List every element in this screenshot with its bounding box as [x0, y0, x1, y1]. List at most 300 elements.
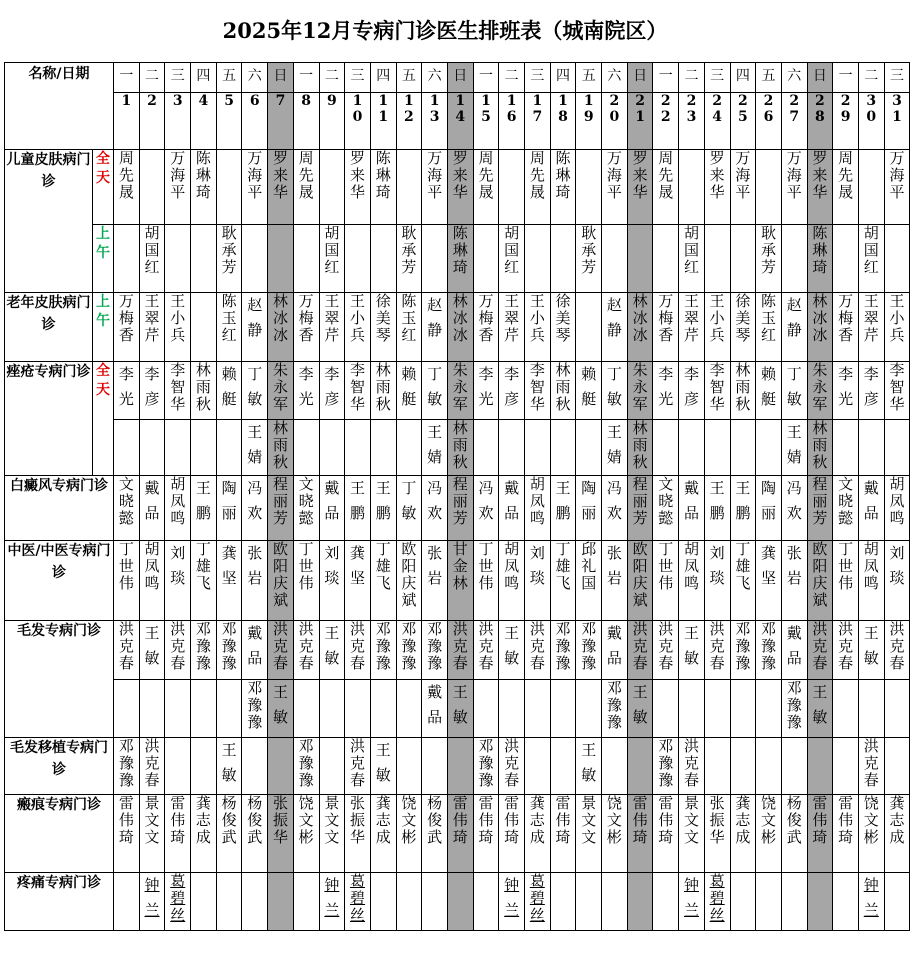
doctor-cell — [653, 420, 679, 476]
doctor-cell: 王 小 兵 — [345, 293, 371, 362]
day-number-cell: 1 8 — [550, 93, 576, 150]
doctor-cell: 李 光 — [293, 362, 319, 420]
doctor-cell: 洪 克 春 — [627, 621, 653, 680]
doctor-cell: 杨 俊 武 — [781, 795, 807, 873]
doctor-cell: 李 彦 — [319, 362, 345, 420]
doctor-cell — [114, 225, 140, 293]
doctor-cell: 张 岩 — [422, 541, 448, 621]
doctor-cell: 王 小 兵 — [165, 293, 191, 362]
doctor-cell: 王 鹏 — [191, 476, 217, 541]
doctor-cell: 洪 克 春 — [473, 621, 499, 680]
day-number-cell: 5 — [216, 93, 242, 150]
doctor-cell: 陈 琳 琦 — [447, 225, 473, 293]
header-day-row — [5, 93, 910, 150]
doctor-cell: 冯 欢 — [473, 476, 499, 541]
doctor-cell: 雷 伟 琦 — [807, 795, 833, 873]
day-number-cell: 3 — [165, 93, 191, 150]
day-number-cell: 2 8 — [807, 93, 833, 150]
doctor-cell: 陈 玉 红 — [756, 293, 782, 362]
doctor-cell: 丁 世 伟 — [114, 541, 140, 621]
doctor-cell: 林 雨 秋 — [370, 362, 396, 420]
doctor-cell: 刘 琰 — [165, 541, 191, 621]
doctor-cell — [627, 225, 653, 293]
doctor-cell: 钟 兰 — [499, 873, 525, 931]
doctor-cell: 赖 艇 — [576, 362, 602, 420]
doctor-cell — [370, 420, 396, 476]
doctor-cell — [396, 420, 422, 476]
day-number-cell: 1 — [114, 93, 140, 150]
doctor-cell — [858, 150, 884, 225]
doctor-cell — [319, 680, 345, 738]
doctor-cell: 林 冰 冰 — [807, 293, 833, 362]
doctor-cell: 钟 兰 — [679, 873, 705, 931]
doctor-cell: 甘 金 林 — [447, 541, 473, 621]
doctor-cell — [833, 420, 859, 476]
doctor-cell — [473, 680, 499, 738]
header-weekday-row — [5, 63, 910, 93]
doctor-cell — [576, 420, 602, 476]
doctor-cell: 万 梅 香 — [293, 293, 319, 362]
doctor-cell: 邓 豫 豫 — [293, 738, 319, 795]
doctor-cell: 程 丽 芳 — [447, 476, 473, 541]
day-number-cell: 1 4 — [447, 93, 473, 150]
doctor-cell — [216, 873, 242, 931]
doctor-cell: 洪 克 春 — [293, 621, 319, 680]
doctor-cell — [499, 680, 525, 738]
doctor-cell — [833, 738, 859, 795]
doctor-cell — [165, 420, 191, 476]
doctor-cell: 龚 志 成 — [884, 795, 910, 873]
doctor-cell: 耿 承 芳 — [756, 225, 782, 293]
doctor-cell: 王 婧 — [242, 420, 268, 476]
day-number-cell: 1 6 — [499, 93, 525, 150]
doctor-cell — [242, 738, 268, 795]
doctor-cell: 王 小 兵 — [704, 293, 730, 362]
weekday-cell: 日 — [447, 63, 473, 93]
doctor-cell: 雷 伟 琦 — [114, 795, 140, 873]
clinic-name: 老年皮肤病门诊 — [5, 293, 93, 362]
schedule-row — [5, 680, 910, 738]
weekday-cell: 六 — [422, 63, 448, 93]
doctor-cell: 戴 品 — [858, 476, 884, 541]
doctor-cell — [370, 225, 396, 293]
doctor-cell: 万 梅 香 — [833, 293, 859, 362]
doctor-cell — [191, 873, 217, 931]
doctor-cell — [781, 225, 807, 293]
doctor-cell: 朱 永 军 — [268, 362, 294, 420]
doctor-cell: 王 婧 — [781, 420, 807, 476]
doctor-cell: 赵 静 — [602, 293, 628, 362]
doctor-cell: 王 敏 — [807, 680, 833, 738]
doctor-cell: 王 婧 — [422, 420, 448, 476]
day-number-cell: 1 0 — [345, 93, 371, 150]
day-number-cell: 1 3 — [422, 93, 448, 150]
day-number-cell: 2 3 — [679, 93, 705, 150]
doctor-cell — [525, 680, 551, 738]
doctor-cell — [268, 225, 294, 293]
doctor-cell: 王 小 兵 — [525, 293, 551, 362]
doctor-cell: 饶 文 彬 — [293, 795, 319, 873]
weekday-cell: 四 — [730, 63, 756, 93]
doctor-cell: 周 先 晟 — [293, 150, 319, 225]
doctor-cell: 文 晓 懿 — [833, 476, 859, 541]
day-number-cell: 2 0 — [602, 93, 628, 150]
doctor-cell: 葛 碧 丝 — [165, 873, 191, 931]
doctor-cell: 邓 豫 豫 — [730, 621, 756, 680]
doctor-cell — [833, 680, 859, 738]
doctor-cell: 洪 克 春 — [858, 738, 884, 795]
doctor-cell — [730, 225, 756, 293]
doctor-cell — [833, 873, 859, 931]
doctor-cell: 钟 兰 — [139, 873, 165, 931]
doctor-cell: 丁 世 伟 — [653, 541, 679, 621]
doctor-cell — [216, 150, 242, 225]
doctor-cell: 冯 欢 — [781, 476, 807, 541]
weekday-cell: 六 — [242, 63, 268, 93]
doctor-cell: 胡 凤 鸣 — [499, 541, 525, 621]
doctor-cell: 陈 琳 琦 — [550, 150, 576, 225]
doctor-cell: 雷 伟 琦 — [833, 795, 859, 873]
doctor-cell: 戴 品 — [319, 476, 345, 541]
doctor-cell — [550, 420, 576, 476]
doctor-cell: 林 雨 秋 — [191, 362, 217, 420]
clinic-name: 毛发专病门诊 — [5, 621, 114, 738]
session-label: 上 午 — [93, 293, 114, 362]
doctor-cell — [396, 873, 422, 931]
doctor-cell — [216, 420, 242, 476]
doctor-cell: 耿 承 芳 — [576, 225, 602, 293]
doctor-cell: 王 鹏 — [704, 476, 730, 541]
doctor-cell: 文 晓 懿 — [293, 476, 319, 541]
doctor-cell: 洪 克 春 — [679, 738, 705, 795]
doctor-cell: 胡 凤 鸣 — [525, 476, 551, 541]
doctor-cell: 李 智 华 — [165, 362, 191, 420]
doctor-cell: 林 冰 冰 — [268, 293, 294, 362]
clinic-name: 瘢痕专病门诊 — [5, 795, 114, 873]
doctor-cell: 邓 豫 豫 — [114, 738, 140, 795]
doctor-cell — [858, 680, 884, 738]
weekday-cell: 二 — [679, 63, 705, 93]
doctor-cell: 徐 美 琴 — [550, 293, 576, 362]
doctor-cell: 邓 豫 豫 — [422, 621, 448, 680]
doctor-cell — [627, 873, 653, 931]
weekday-cell: 三 — [884, 63, 910, 93]
doctor-cell: 陈 琳 琦 — [370, 150, 396, 225]
doctor-cell: 龚 志 成 — [525, 795, 551, 873]
doctor-cell: 陈 琳 琦 — [191, 150, 217, 225]
doctor-cell — [550, 680, 576, 738]
weekday-cell: 六 — [602, 63, 628, 93]
clinic-name: 痤疮专病门诊 — [5, 362, 93, 476]
session-label: 全 天 — [93, 150, 114, 225]
doctor-cell — [756, 738, 782, 795]
doctor-cell — [473, 873, 499, 931]
doctor-cell — [191, 225, 217, 293]
weekday-cell: 一 — [114, 63, 140, 93]
doctor-cell — [396, 680, 422, 738]
doctor-cell: 王 翠 芹 — [858, 293, 884, 362]
doctor-cell — [576, 680, 602, 738]
day-number-cell: 4 — [191, 93, 217, 150]
doctor-cell — [627, 738, 653, 795]
doctor-cell — [704, 680, 730, 738]
doctor-cell — [602, 225, 628, 293]
doctor-cell: 邓 豫 豫 — [756, 621, 782, 680]
doctor-cell: 耿 承 芳 — [216, 225, 242, 293]
doctor-cell — [602, 873, 628, 931]
doctor-cell — [653, 873, 679, 931]
doctor-cell — [833, 225, 859, 293]
doctor-cell — [704, 225, 730, 293]
doctor-cell — [447, 873, 473, 931]
doctor-cell — [293, 873, 319, 931]
doctor-cell: 丁 敏 — [422, 362, 448, 420]
day-number-cell: 2 4 — [704, 93, 730, 150]
doctor-cell: 冯 欢 — [602, 476, 628, 541]
doctor-cell: 李 光 — [114, 362, 140, 420]
doctor-cell: 朱 永 军 — [627, 362, 653, 420]
doctor-cell: 周 先 晟 — [525, 150, 551, 225]
weekday-cell: 三 — [345, 63, 371, 93]
doctor-cell — [396, 150, 422, 225]
doctor-cell: 林 雨 秋 — [627, 420, 653, 476]
doctor-cell: 张 振 华 — [268, 795, 294, 873]
doctor-cell — [525, 225, 551, 293]
doctor-cell: 洪 克 春 — [268, 621, 294, 680]
doctor-cell: 欧 阳 庆 斌 — [268, 541, 294, 621]
doctor-cell — [139, 150, 165, 225]
clinic-name: 毛发移植专病门诊 — [5, 738, 114, 795]
doctor-cell: 林 雨 秋 — [730, 362, 756, 420]
doctor-cell: 万 梅 香 — [473, 293, 499, 362]
doctor-cell — [191, 738, 217, 795]
doctor-cell: 龚 坚 — [345, 541, 371, 621]
doctor-cell — [191, 293, 217, 362]
session-label: 上 午 — [93, 225, 114, 293]
doctor-cell: 戴 品 — [679, 476, 705, 541]
doctor-cell: 李 智 华 — [884, 362, 910, 420]
page-title: 2025年12月专病门诊医生排班表（城南院区） — [222, 18, 668, 43]
doctor-cell: 欧 阳 庆 斌 — [627, 541, 653, 621]
doctor-cell: 赖 艇 — [396, 362, 422, 420]
doctor-cell: 朱 永 军 — [807, 362, 833, 420]
doctor-cell: 徐 美 琴 — [730, 293, 756, 362]
doctor-cell: 饶 文 彬 — [396, 795, 422, 873]
doctor-cell: 洪 克 春 — [165, 621, 191, 680]
doctor-cell: 李 光 — [833, 362, 859, 420]
day-number-cell: 8 — [293, 93, 319, 150]
doctor-cell: 赖 艇 — [216, 362, 242, 420]
doctor-cell: 林 冰 冰 — [627, 293, 653, 362]
doctor-cell: 龚 志 成 — [730, 795, 756, 873]
doctor-cell: 耿 承 芳 — [396, 225, 422, 293]
day-number-cell: 1 2 — [396, 93, 422, 150]
doctor-cell — [473, 225, 499, 293]
clinic-name: 白癜风专病门诊 — [5, 476, 114, 541]
schedule-row — [5, 420, 910, 476]
day-number-cell: 1 7 — [525, 93, 551, 150]
doctor-cell — [319, 150, 345, 225]
weekday-cell: 一 — [653, 63, 679, 93]
doctor-cell: 王 敏 — [216, 738, 242, 795]
doctor-cell: 万 梅 香 — [653, 293, 679, 362]
doctor-cell: 洪 克 春 — [704, 621, 730, 680]
doctor-cell: 文 晓 懿 — [653, 476, 679, 541]
weekday-cell: 二 — [858, 63, 884, 93]
doctor-cell: 洪 克 春 — [139, 738, 165, 795]
doctor-cell: 王 敏 — [447, 680, 473, 738]
schedule-row — [5, 541, 910, 621]
doctor-cell: 邓 豫 豫 — [242, 680, 268, 738]
doctor-cell — [653, 225, 679, 293]
doctor-cell — [704, 738, 730, 795]
doctor-cell: 龚 志 成 — [191, 795, 217, 873]
doctor-cell — [345, 680, 371, 738]
doctor-cell: 罗 来 华 — [807, 150, 833, 225]
doctor-cell: 戴 品 — [781, 621, 807, 680]
day-number-cell: 1 5 — [473, 93, 499, 150]
doctor-cell — [525, 738, 551, 795]
doctor-cell: 饶 文 彬 — [756, 795, 782, 873]
doctor-cell — [165, 680, 191, 738]
schedule-row — [5, 225, 910, 293]
schedule-row — [5, 293, 910, 362]
doctor-cell: 雷 伟 琦 — [165, 795, 191, 873]
doctor-cell: 罗 来 华 — [627, 150, 653, 225]
schedule-row — [5, 738, 910, 795]
day-number-cell: 1 1 — [370, 93, 396, 150]
doctor-cell — [679, 680, 705, 738]
doctor-cell: 胡 国 红 — [139, 225, 165, 293]
doctor-cell — [756, 680, 782, 738]
doctor-cell: 钟 兰 — [319, 873, 345, 931]
doctor-cell: 邓 豫 豫 — [550, 621, 576, 680]
doctor-cell: 王 敏 — [679, 621, 705, 680]
doctor-cell: 周 先 晟 — [473, 150, 499, 225]
weekday-cell: 五 — [396, 63, 422, 93]
doctor-cell — [576, 873, 602, 931]
day-number-cell: 6 — [242, 93, 268, 150]
doctor-cell: 丁 雄 飞 — [191, 541, 217, 621]
schedule-table — [4, 62, 910, 931]
doctor-cell: 景 文 文 — [139, 795, 165, 873]
doctor-cell: 王 婧 — [602, 420, 628, 476]
doctor-cell — [679, 150, 705, 225]
doctor-cell: 饶 文 彬 — [602, 795, 628, 873]
doctor-cell: 张 岩 — [242, 541, 268, 621]
doctor-cell: 万 海 平 — [422, 150, 448, 225]
doctor-cell: 邱 礼 国 — [576, 541, 602, 621]
doctor-cell: 丁 敏 — [781, 362, 807, 420]
day-number-cell: 2 9 — [833, 93, 859, 150]
doctor-cell: 罗 来 华 — [345, 150, 371, 225]
doctor-cell: 饶 文 彬 — [858, 795, 884, 873]
doctor-cell — [345, 420, 371, 476]
doctor-cell: 王 敏 — [139, 621, 165, 680]
day-number-cell: 2 2 — [653, 93, 679, 150]
doctor-cell: 胡 凤 鸣 — [165, 476, 191, 541]
doctor-cell — [730, 680, 756, 738]
doctor-cell — [781, 738, 807, 795]
doctor-cell: 王 敏 — [627, 680, 653, 738]
weekday-cell: 日 — [627, 63, 653, 93]
doctor-cell: 葛 碧 丝 — [525, 873, 551, 931]
doctor-cell: 胡 国 红 — [499, 225, 525, 293]
day-number-cell: 2 5 — [730, 93, 756, 150]
doctor-cell: 张 岩 — [602, 541, 628, 621]
doctor-cell — [139, 420, 165, 476]
clinic-name: 中医/中医专病门诊 — [5, 541, 114, 621]
doctor-cell — [191, 680, 217, 738]
doctor-cell: 张 振 华 — [704, 795, 730, 873]
weekday-cell: 一 — [473, 63, 499, 93]
doctor-cell: 陈 玉 红 — [216, 293, 242, 362]
doctor-cell: 戴 品 — [242, 621, 268, 680]
doctor-cell — [216, 680, 242, 738]
day-number-cell: 3 0 — [858, 93, 884, 150]
doctor-cell — [550, 738, 576, 795]
doctor-cell — [730, 738, 756, 795]
doctor-cell — [550, 873, 576, 931]
day-number-cell: 2 6 — [756, 93, 782, 150]
weekday-cell: 日 — [268, 63, 294, 93]
doctor-cell: 雷 伟 琦 — [627, 795, 653, 873]
doctor-cell: 龚 志 成 — [370, 795, 396, 873]
doctor-cell: 罗 来 华 — [704, 150, 730, 225]
schedule-row — [5, 795, 910, 873]
clinic-name: 疼痛专病门诊 — [5, 873, 114, 931]
doctor-cell — [884, 873, 910, 931]
doctor-cell: 林 雨 秋 — [268, 420, 294, 476]
doctor-cell — [756, 150, 782, 225]
weekday-cell: 四 — [370, 63, 396, 93]
doctor-cell: 丁 敏 — [242, 362, 268, 420]
doctor-cell: 王 翠 芹 — [499, 293, 525, 362]
doctor-cell — [576, 293, 602, 362]
doctor-cell: 朱 永 军 — [447, 362, 473, 420]
doctor-cell: 雷 伟 琦 — [653, 795, 679, 873]
header-label: 名称/日期 — [5, 63, 114, 150]
weekday-cell: 三 — [165, 63, 191, 93]
doctor-cell — [268, 738, 294, 795]
doctor-cell: 龚 坚 — [216, 541, 242, 621]
doctor-cell: 李 光 — [473, 362, 499, 420]
doctor-cell: 洪 克 春 — [525, 621, 551, 680]
doctor-cell: 丁 雄 飞 — [730, 541, 756, 621]
doctor-cell — [242, 225, 268, 293]
doctor-cell: 胡 国 红 — [679, 225, 705, 293]
doctor-cell — [242, 873, 268, 931]
doctor-cell: 林 雨 秋 — [447, 420, 473, 476]
doctor-cell: 戴 品 — [422, 680, 448, 738]
day-number-cell: 9 — [319, 93, 345, 150]
doctor-cell: 杨 俊 武 — [242, 795, 268, 873]
doctor-cell: 陈 琳 琦 — [807, 225, 833, 293]
doctor-cell — [345, 225, 371, 293]
doctor-cell — [807, 873, 833, 931]
doctor-cell: 葛 碧 丝 — [345, 873, 371, 931]
doctor-cell — [191, 420, 217, 476]
schedule-row — [5, 150, 910, 225]
doctor-cell: 戴 品 — [499, 476, 525, 541]
doctor-cell — [858, 420, 884, 476]
doctor-cell: 周 先 晟 — [653, 150, 679, 225]
doctor-cell: 邓 豫 豫 — [370, 621, 396, 680]
doctor-cell — [704, 420, 730, 476]
doctor-cell — [319, 738, 345, 795]
doctor-cell: 钟 兰 — [858, 873, 884, 931]
clinic-name: 儿童皮肤病门诊 — [5, 150, 93, 293]
